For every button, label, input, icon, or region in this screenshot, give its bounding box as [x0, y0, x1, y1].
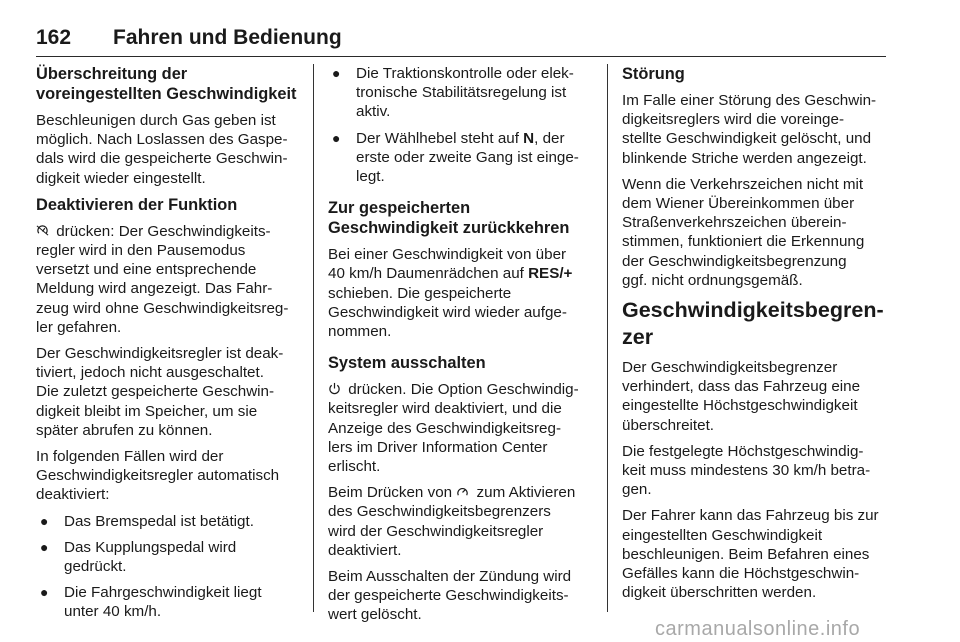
- paragraph: Wenn die Verkehrszeichen nicht mit dem Wiener Übereinkommen über Straßenverkehrszeichen überein- stimmen, funktioniert die Erkennung der Geschwindigkeitsbegrenzung ggf. nicht ordnungsgemäß.: [622, 175, 865, 289]
- column-divider: [607, 64, 608, 612]
- list-item: ● Die Traktionskontrolle oder elek- tronische Stabilitätsregelung ist aktiv.: [332, 65, 574, 121]
- bullet-list: [36, 512, 300, 622]
- column-2: [328, 64, 596, 632]
- chapter-title: Fahren und Bedienung: [113, 26, 342, 49]
- paragraph: Der Geschwindigkeitsbegrenzer verhindert, dass das Fahrzeug eine eingestellte Höchstgeschwindigkeit überschreitet.: [622, 359, 861, 434]
- column-3: [622, 64, 890, 609]
- paragraph: drücken. Die Option Geschwindig- keitsregler wird deaktiviert, und die Anzeige des Geschwindigkeitsreg- lers im Driver Information Center erlischt.: [328, 381, 579, 476]
- section-heading: Überschreitung der voreingestellten Geschwindigkeit: [36, 65, 297, 103]
- chapter-heading: Geschwindigkeitsbegren- zer: [622, 298, 884, 350]
- list-item: ● Das Bremspedal ist betätigt.: [40, 512, 254, 530]
- paragraph: In folgenden Fällen wird der Geschwindigkeitsregler automatisch deaktiviert:: [36, 448, 280, 504]
- paragraph: Bei einer Geschwindigkeit von über 40 km/h Daumenrädchen auf RES/+ schieben. Die gespeicherte Geschwindigkeit wird wieder aufge- nommen.: [328, 246, 573, 341]
- section-heading: Deaktivieren der Funktion: [36, 195, 238, 214]
- paragraph: Beim Ausschalten der Zündung wird der gespeicherte Geschwindigkeits- wert gelöscht.: [328, 568, 572, 624]
- paragraph: Die festgelegte Höchstgeschwindig- keit muss mindestens 30 km/h betra- gen.: [622, 442, 871, 499]
- bullet-list: [328, 64, 596, 186]
- paragraph: Der Geschwindigkeitsregler ist deak- tiviert, jedoch nicht ausgeschaltet. Die zuletzt gespeicherte Geschwin- digkeit bleibt im Speicher, um sie später abrufen zu können.: [36, 345, 284, 439]
- section-heading: Zur gespeicherten Geschwindigkeit zurückkehren: [328, 199, 570, 238]
- list-item: ● Der Wählhebel steht auf N, der erste oder zweite Gang ist einge- legt.: [332, 129, 579, 186]
- list-item: ● Das Kupplungspedal wird gedrückt.: [40, 538, 237, 576]
- section-heading: System ausschalten: [328, 354, 486, 373]
- page-header: [36, 26, 886, 57]
- paragraph: Beschleunigen durch Gas geben ist möglich. Nach Loslassen des Gaspe- dals wird die gespeicherte Geschwin- digkeit wieder eingestellt.: [36, 112, 288, 187]
- speed-limiter-icon: [456, 485, 469, 498]
- paragraph: Im Falle einer Störung des Geschwin- digkeitsreglers wird die voreinge- stellte Geschwindigkeit gelöscht, und blinkende Striche werden angezeigt.: [622, 92, 877, 167]
- column-divider: [313, 64, 314, 612]
- paragraph: Der Fahrer kann das Fahrzeug bis zur eingestellten Geschwindigkeit beschleunigen. Beim Befahren eines Gefälles kann die Höchstgeschwin- digkeit überschritten werden.: [622, 507, 879, 602]
- page-number: 162: [36, 26, 72, 49]
- power-off-icon: [328, 382, 341, 395]
- paragraph: Beim Drücken von zum Aktivieren des Geschwindigkeitsbegrenzers wird der Geschwindigkeitsregler deaktiviert.: [328, 484, 576, 559]
- paragraph: drücken: Der Geschwindigkeits- regler wird in den Pausemodus versetzt und eine entsprechende Meldung wird angezeigt. Das Fahr- zeug wird ohne Geschwindigkeitsreg- ler gefahren.: [36, 222, 289, 336]
- section-heading: Störung: [622, 65, 685, 83]
- watermark-text: carmanualsonline.info: [655, 618, 861, 640]
- list-item: ● Die Fahrgeschwindigkeit liegt unter 40 km/h.: [40, 584, 262, 621]
- cruise-off-icon: [36, 224, 49, 237]
- column-1: [36, 64, 300, 629]
